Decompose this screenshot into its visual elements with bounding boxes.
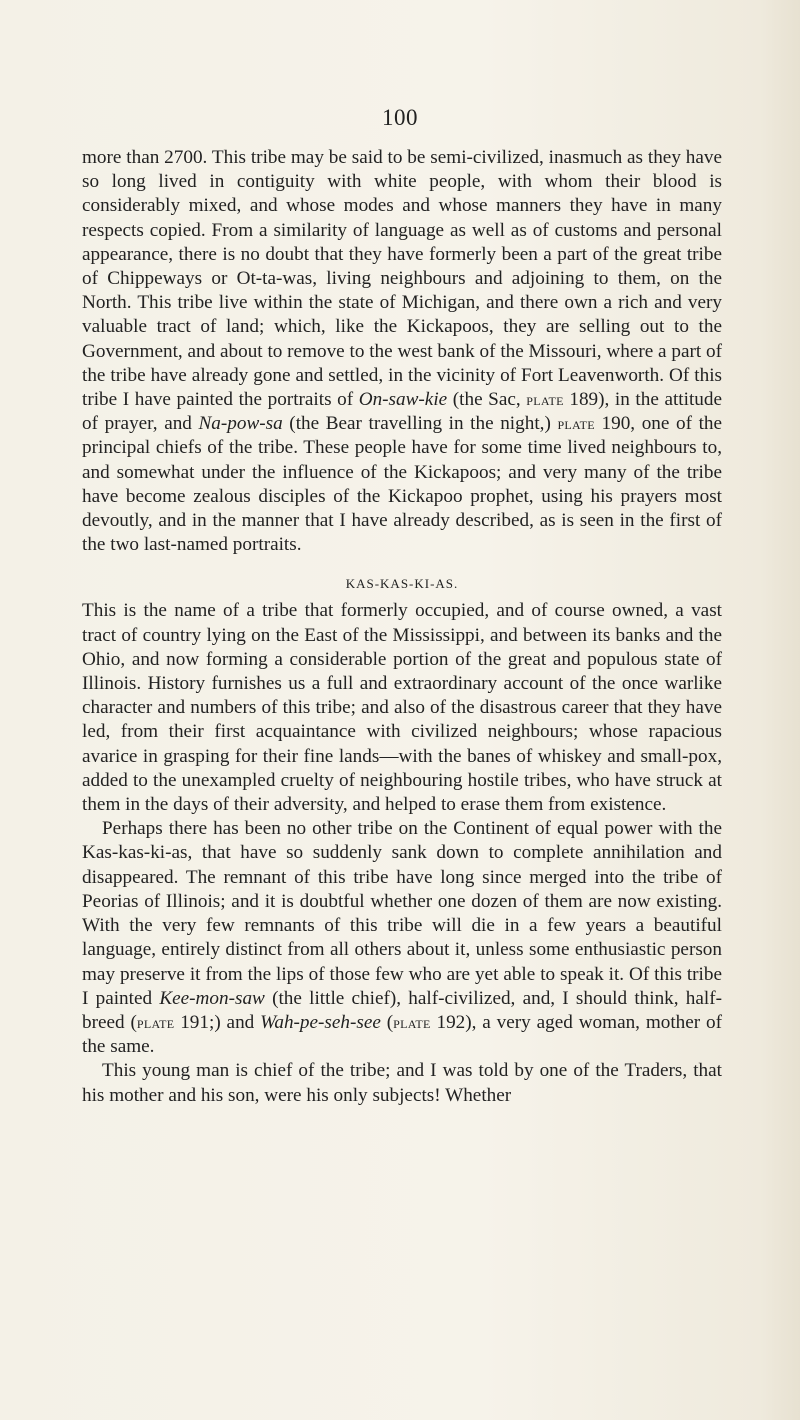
text-run: more than 2700. This tribe may be said to be semi-civilized, inasmuch as they have so long lived in contiguity with white people, with whom their blood is considerably mixed, and whose modes and whose manners they have in many respects copied. From a similarity of language as well as of customs and personal appearance, there is no doubt that they have formerly been a part of the great tribe of Chippeways or Ot-ta-was, living neighbours and adjoining to them, on the North. This tribe live within the state of Michigan, and there own a rich and very valuable tract of land; which, like the Kickapoos, they are selling out to the Government, and about to remove to the west bank of the Missouri, where a part of the tribe have already gone and settled, in the vicinity of Fort Leavenworth. Of this tribe I have painted the portraits of <box>82 147 722 411</box>
text-run: 192), a very aged woman, mother of the same. <box>82 1011 723 1058</box>
plate-label: plate <box>526 390 564 410</box>
text-run: ( <box>380 1011 394 1033</box>
paragraph-kaskaskias-remnant <box>82 817 722 1059</box>
body-text <box>82 146 722 1108</box>
section-heading: KAS-KAS-KI-AS. <box>345 576 459 592</box>
text-run: (the Bear travelling in the night,) <box>282 413 558 435</box>
plate-label: plate <box>393 1012 431 1032</box>
text-run: (the Sac, <box>447 389 527 411</box>
plate-label: plate <box>136 1012 175 1032</box>
paragraph-kaskaskias-history: This is the name of a tribe that formerly occupied, and of course owned, a vast tract of country lying on the East of the Mississippi, and between its banks and the Ohio, and now forming a considerable portion of the great and populous state of Illinois. History furnishes us a full and extraordinary account of the once warlike character and numbers of this tribe; and also of the disastrous career that they have led, from their first acquaintance with civilized neighbours; whose rapacious avarice in grasping for their fine lands—with the banes of whiskey and small-pox, added to the unexampled cruelty of neighbouring hostile tribes, who have struck at them in the days of their adversity, and helped to erase them from existence. <box>82 600 722 816</box>
portrait-name-on-saw-kie: On-saw-kie <box>358 389 448 411</box>
text-run: Perhaps there has been no other tribe on the Continent of equal power with the Kas-kas-ki-as, that have so suddenly sank down to complete annihilation and disappeared. The remnant of this tribe have long since merged into the tribe of Peorias of Illinois; and it is doubtful whether one dozen of them are now existing. With the very few remnants of this tribe will die in a few years a beautiful language, entirely distinct from all others about it, unless some enthusiastic person may preserve it from the lips of those few who are yet able to speak it. Of this tribe I painted <box>82 818 722 1009</box>
paragraph-ottawas <box>82 146 722 557</box>
text-run: 190, one of the principal chiefs of the tribe. These people have for some time lived neighbours to, and somewhat under the influence of the Kickapoos; and very many of the tribe have become zealous disciples of the Kickapoo prophet, using his prayers most devoutly, and in the manner that I have already described, as is seen in the first of the two last-named portraits. <box>82 413 723 556</box>
text-run: 191;) and <box>174 1011 261 1033</box>
plate-label: plate <box>557 414 595 434</box>
portrait-name-wah-pe-seh-see: Wah-pe-seh-see <box>260 1011 381 1033</box>
text-run: (the little chief), half-civilized, and, I should think, half-breed ( <box>82 987 722 1033</box>
text-run: 189), in the attitude of prayer, and <box>82 389 722 435</box>
portrait-name-na-pow-sa: Na-pow-sa <box>198 413 283 435</box>
paragraph-young-chief: This young man is chief of the tribe; and I was told by one of the Traders, that his mother and his son, were his only subjects! Whether <box>82 1060 722 1106</box>
portrait-name-kee-mon-saw: Kee-mon-saw <box>159 987 265 1009</box>
page-number: 100 <box>382 105 418 130</box>
